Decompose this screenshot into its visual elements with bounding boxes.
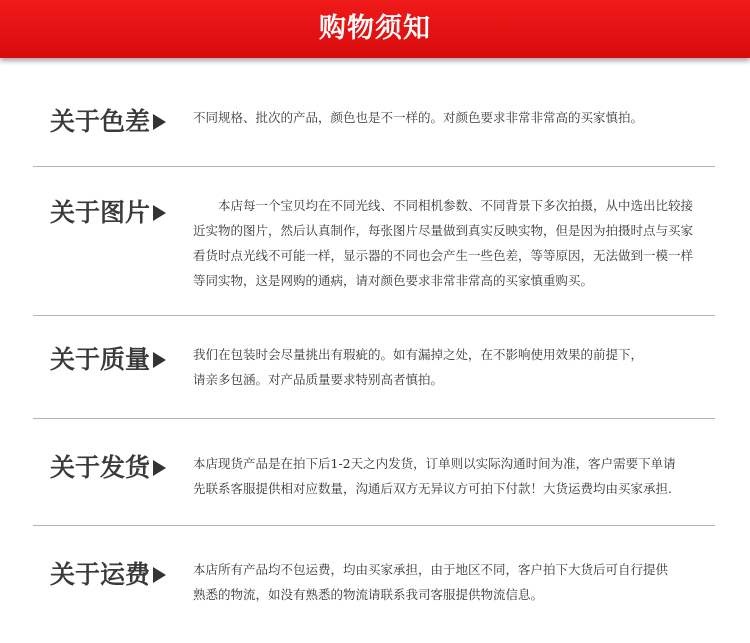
triangle-right-icon [153, 460, 166, 476]
section-heading-freight [50, 555, 166, 591]
divider [33, 315, 715, 316]
section-title: 关于色差 [50, 107, 151, 136]
section-text-shipping [193, 451, 698, 501]
text-line: 请亲多包涵。对产品质量要求特别高者慎拍。 [193, 372, 444, 387]
text-paragraph: 本店每一个宝贝均在不同光线、不同相机参数、不同背景下多次拍摄，从中选出比较接近实物的图片，然后认真制作，每张图片尽量做到真实反映实物，但是因为拍摄时点与买家看货时点光线不可能一样，显示器的不同也会产生一些色差，等等原因，无法做到一模一样等同实物，这是网购的通病，请对颜色要求非常非常高的买家慎重购买。 [193, 198, 694, 288]
text-line: 先联系客服提供相对应数量，沟通后双方无异议方可拍下付款！大货运费均由买家承担. [193, 481, 672, 496]
triangle-right-icon [153, 114, 166, 130]
section-heading-shipping [50, 448, 166, 484]
section-title: 关于图片 [50, 198, 151, 227]
text-line: 熟悉的物流，如没有熟悉的物流请联系我司客服提供物流信息。 [193, 587, 544, 602]
text-line: 本店现货产品是在拍下后1-2天之内发货，订单则以实际沟通时间为准，客户需要下单请 [193, 456, 676, 471]
section-title: 关于质量 [50, 345, 151, 374]
triangle-right-icon [153, 205, 166, 221]
triangle-right-icon [153, 567, 166, 583]
divider [33, 418, 715, 419]
section-text-color [193, 105, 698, 130]
section-title: 关于发货 [50, 453, 151, 482]
section-text-photo [193, 193, 698, 293]
section-text-freight [193, 557, 698, 607]
text-line: 我们在包装时会尽量挑出有瑕疵的。如有漏掉之处，在不影响使用效果的前提下， [193, 347, 644, 362]
section-title: 关于运费 [50, 560, 151, 589]
text-line: 不同规格、批次的产品，颜色也是不一样的。对颜色要求非常非常高的买家慎拍。 [193, 110, 644, 125]
section-text-quality [193, 342, 698, 392]
triangle-right-icon [153, 352, 166, 368]
section-heading-color [50, 102, 166, 138]
divider [33, 166, 715, 167]
text-line: 本店所有产品均不包运费，均由买家承担，由于地区不同，客户拍下大货后可自行提供 [193, 562, 669, 577]
page-title: 购物须知 [319, 13, 431, 44]
section-heading-quality [50, 340, 166, 376]
section-heading-photo [50, 193, 166, 229]
divider [33, 525, 715, 526]
